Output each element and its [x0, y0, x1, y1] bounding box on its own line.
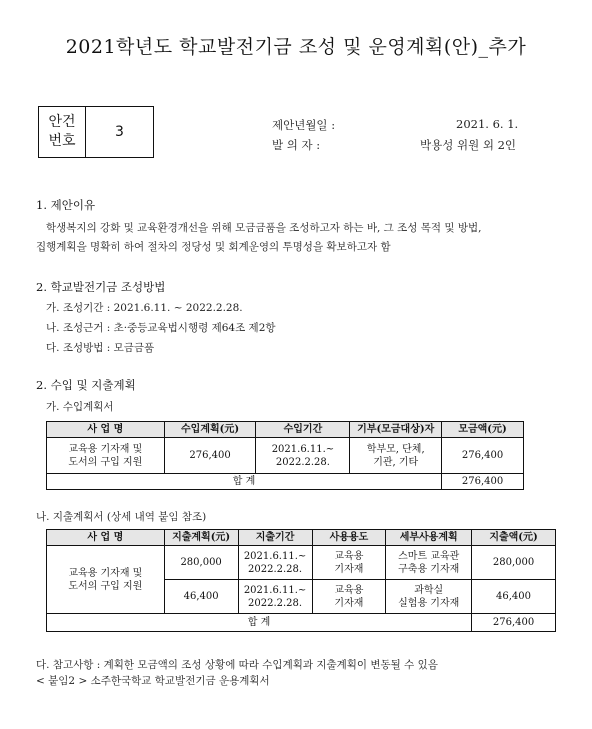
income-header-project: 사 업 명	[47, 422, 165, 438]
section1-line2: 집행계획을 명확히 하여 절차의 정당성 및 회계운영의 투명성을 확보하고자 함	[36, 241, 391, 253]
section1-line1: 학생복지의 강화 및 교육환경개선을 위해 모금금품을 조성하고자 하는 바, 그 조성 목적 및 방법,	[46, 222, 482, 234]
expense-total-value: 276,400	[472, 614, 556, 632]
expense-plan-title: 나. 지출계획서 (상세 내역 붙임 참조)	[36, 511, 207, 523]
agenda-label-line1: 안건	[48, 114, 76, 130]
proposer-value: 박용성 위원 외 2인	[420, 138, 517, 152]
income-period-line1: 2021.6.11.~	[271, 443, 335, 455]
income-donor-line1: 학부모, 단체,	[366, 443, 425, 455]
expense-project-line2: 도서의 구입 지원	[68, 580, 143, 592]
expense-project-line1: 교육용 기자재 및	[68, 567, 143, 579]
expense-header-use: 사용용도	[312, 530, 386, 546]
income-project-line1: 교육용 기자재 및	[68, 443, 143, 455]
expense-header-plan: 지출계획(元)	[164, 530, 238, 546]
expense-detail-line2: 구축용 기자재	[398, 563, 460, 575]
expense-cell-project	[47, 546, 165, 614]
expense-cell-amount: 46,400	[472, 580, 556, 614]
expense-detail-line1: 스마트 교육관	[398, 550, 460, 562]
section2-item-b: 나. 조성근거 : 초·중등교육법시행령 제64조 제2항	[46, 322, 276, 334]
proposal-date-value: 2021. 6. 1.	[456, 117, 519, 131]
agenda-number-value: 3	[115, 124, 124, 140]
income-cell-amount: 276,400	[442, 438, 524, 474]
expense-table	[46, 529, 556, 632]
section2-item-c: 다. 조성방법 : 모금금품	[46, 342, 155, 354]
expense-detail-line2: 실험용 기자재	[398, 597, 460, 609]
proposal-date-label: 제안년월일 :	[272, 118, 336, 132]
expense-use-line2: 기자재	[334, 597, 364, 609]
income-period-line2: 2022.2.28.	[275, 456, 330, 468]
income-header-period: 수입기간	[256, 422, 350, 438]
expense-header-detail: 세부사용계획	[386, 530, 472, 546]
expense-header-amount: 지출액(元)	[472, 530, 556, 546]
expense-cell-amount: 280,000	[472, 546, 556, 580]
income-plan-title: 가. 수입계획서	[46, 401, 114, 413]
income-total-label: 합 계	[47, 474, 442, 490]
income-total-row	[47, 474, 524, 490]
expense-detail-line1: 과학실	[414, 584, 444, 596]
agenda-number-box	[38, 106, 154, 158]
document-title: 2021학년도 학교발전기금 조성 및 운영계획(안)_추가	[65, 36, 527, 58]
expense-period-line1: 2021.6.11.~	[243, 550, 307, 562]
income-table	[46, 421, 524, 490]
expense-cell-plan: 280,000	[164, 546, 238, 580]
expense-cell-detail	[386, 546, 472, 580]
table-row	[47, 438, 524, 474]
expense-cell-plan: 46,400	[164, 580, 238, 614]
income-header-donor: 기부(모금대상)자	[350, 422, 442, 438]
expense-cell-use	[312, 580, 386, 614]
expense-use-line2: 기자재	[334, 563, 364, 575]
income-project-line2: 도서의 구입 지원	[68, 456, 143, 468]
reference-note: 다. 참고사항 : 계획한 모금액의 조성 상황에 따라 수입계획과 지출계획이 변동될 수 있음	[36, 659, 438, 671]
expense-header-project: 사 업 명	[47, 530, 165, 546]
income-total-value: 276,400	[442, 474, 524, 490]
section2-item-a: 가. 조성기간 : 2021.6.11. ~ 2022.2.28.	[46, 302, 243, 314]
section3-heading: 2. 수입 및 지출계획	[36, 378, 136, 392]
agenda-number-label	[39, 107, 86, 157]
income-cell-period	[256, 438, 350, 474]
agenda-label-line2: 번호	[48, 133, 76, 149]
expense-period-line2: 2022.2.28.	[248, 563, 303, 575]
expense-total-label: 합 계	[47, 614, 472, 632]
income-cell-plan: 276,400	[164, 438, 256, 474]
proposer-label: 발 의 자 :	[272, 138, 321, 152]
expense-cell-period	[238, 546, 312, 580]
expense-use-line1: 교육용	[334, 550, 364, 562]
income-cell-project	[47, 438, 165, 474]
table-row	[47, 546, 556, 580]
expense-period-line2: 2022.2.28.	[248, 597, 303, 609]
expense-cell-period	[238, 580, 312, 614]
expense-use-line1: 교육용	[334, 584, 364, 596]
income-header-amount: 모금액(元)	[442, 422, 524, 438]
income-donor-line2: 기관, 기타	[373, 456, 419, 468]
income-table-header-row	[47, 422, 524, 438]
section1-heading: 1. 제안이유	[36, 198, 96, 212]
expense-cell-detail	[386, 580, 472, 614]
section2-heading: 2. 학교발전기금 조성방법	[36, 280, 166, 294]
income-header-plan: 수입계획(元)	[164, 422, 256, 438]
attachment-line: < 붙임2 > 소주한국학교 학교발전기금 운용계획서	[36, 675, 270, 687]
expense-period-line1: 2021.6.11.~	[243, 584, 307, 596]
expense-header-period: 지출기간	[238, 530, 312, 546]
expense-total-row	[47, 614, 556, 632]
income-cell-donor	[350, 438, 442, 474]
expense-cell-use	[312, 546, 386, 580]
expense-table-header-row	[47, 530, 556, 546]
